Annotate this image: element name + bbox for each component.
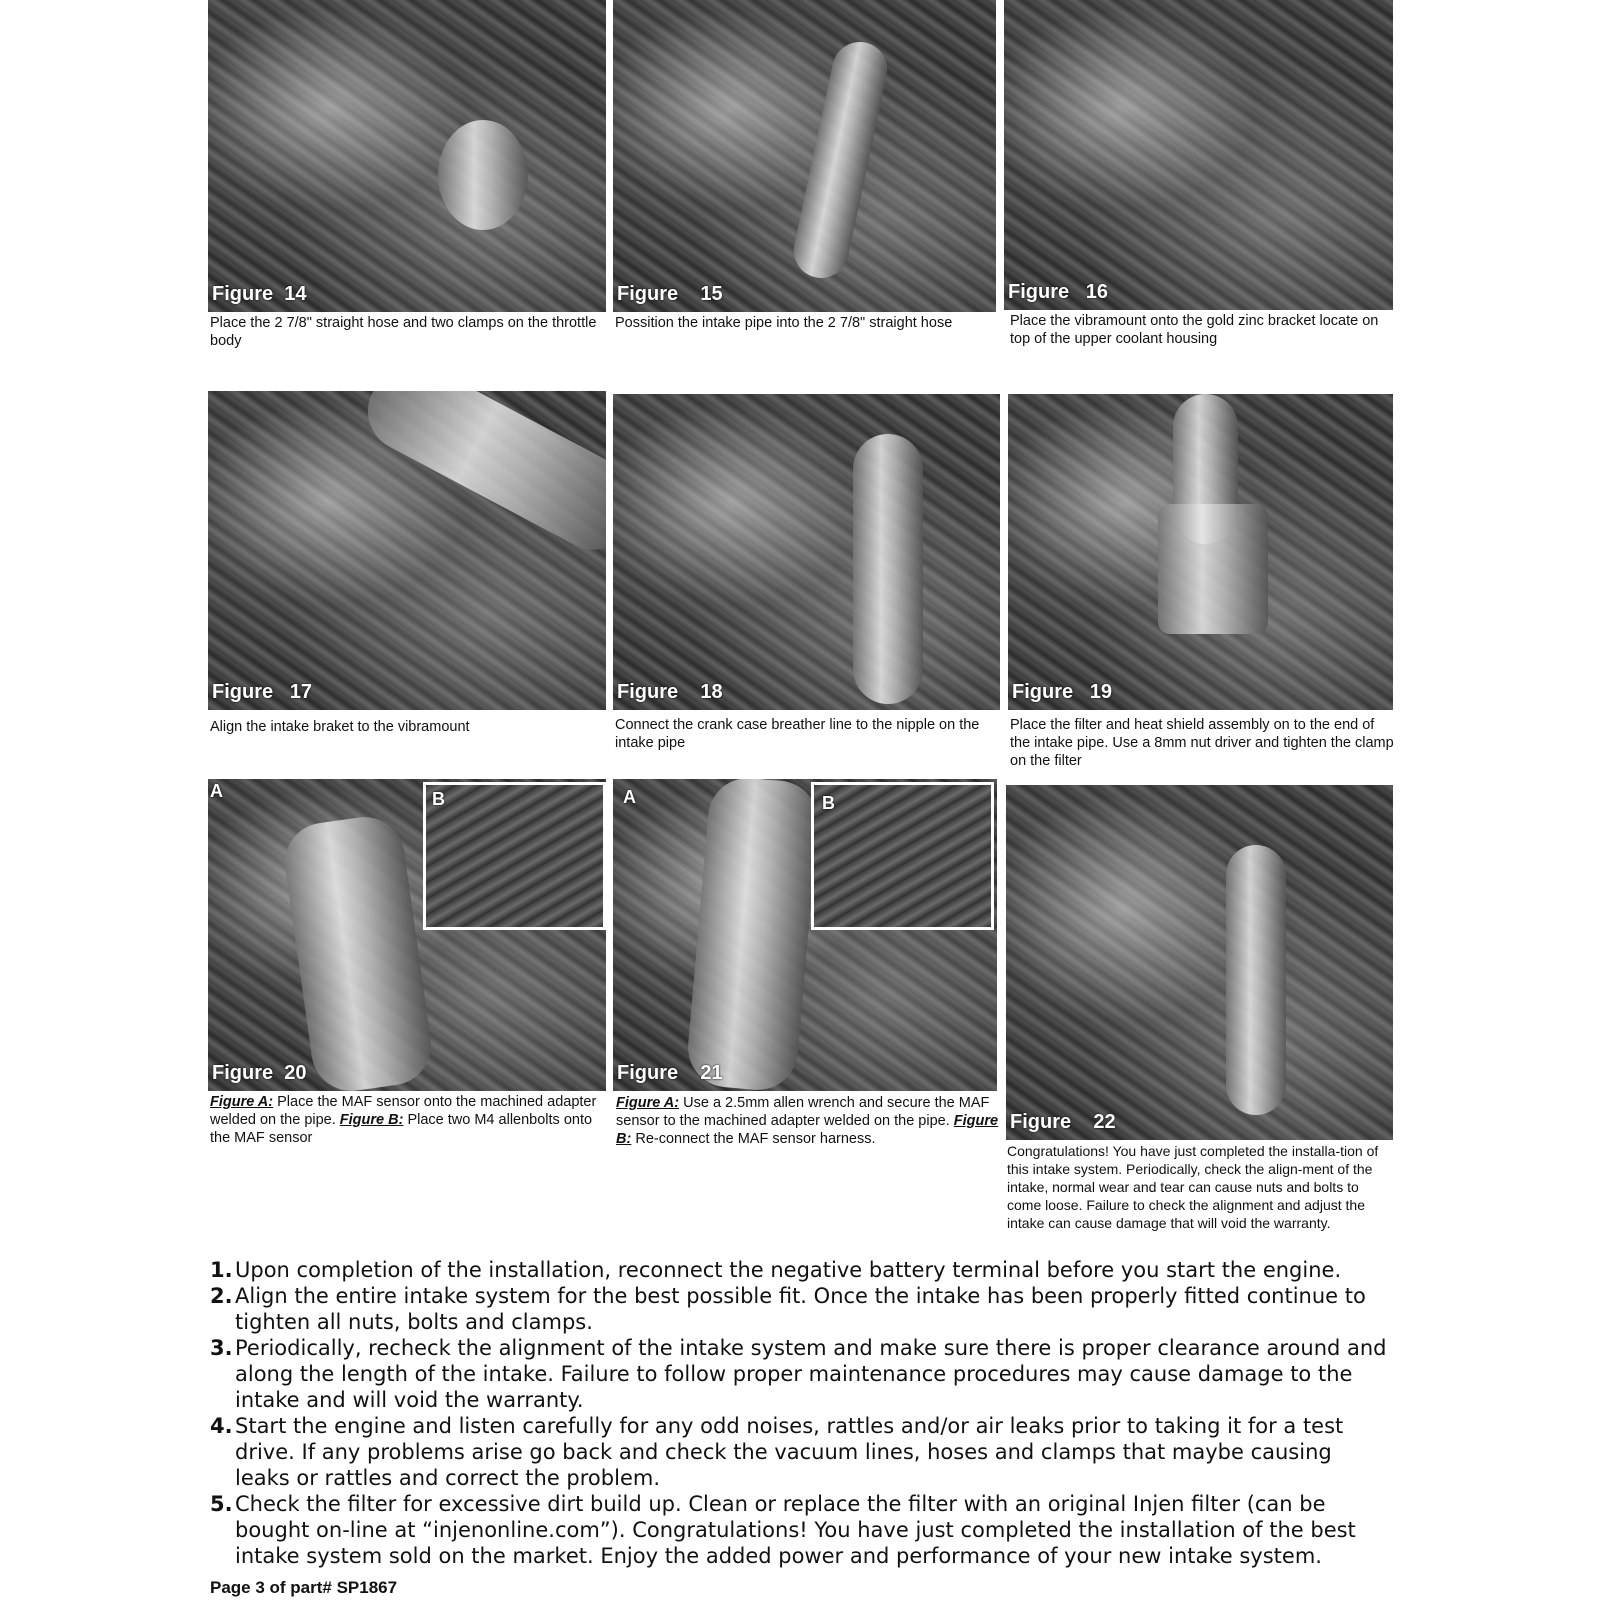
figure-21-photo	[613, 779, 997, 1091]
figure-22-photo	[1006, 785, 1393, 1140]
step-5-text: Check the filter for excessive dirt build up. Clean or replace the filter with an original Injen filter (can be bought on-line at “injenonline.com”). Congratulations! You have just completed the installation of the best intake system sold on the market. Enjoy the added power and performance of your new intake system.	[235, 1492, 1356, 1568]
figure-21-caption-a-label: Figure A:	[616, 1095, 680, 1111]
figure-19-photo	[1008, 394, 1393, 710]
figure-15-caption: Possition the intake pipe into the 2 7/8" straight hose	[615, 315, 953, 331]
figure-21-caption-b-text: Re-connect the MAF sensor harness.	[631, 1131, 876, 1147]
figure-20-photo	[208, 779, 606, 1091]
step-5-number: 5.	[210, 1492, 233, 1516]
figure-20-caption-a-label: Figure A:	[210, 1094, 274, 1110]
figure-16-caption: Place the vibramount onto the gold zinc bracket locate on top of the upper coolant housing	[1010, 313, 1379, 347]
figure-20-inset-b	[423, 782, 606, 930]
figure-15-photo	[613, 0, 996, 312]
figure-21-caption-b-label: Figure B:	[616, 1113, 999, 1147]
figure-14-photo	[208, 0, 606, 312]
figure-20-caption	[210, 1093, 605, 1147]
figure-21-caption-a-text: Use a 2.5mm allen wrench and secure the MAF sensor to the machined adapter welded on the pipe.	[616, 1095, 990, 1129]
instruction-step-2	[210, 1283, 1390, 1335]
instruction-step-5	[210, 1491, 1390, 1569]
figure-19-label: Figure 19	[1012, 681, 1113, 703]
figure-20-letter-a: A	[210, 781, 223, 801]
figure-19-caption: Place the filter and heat shield assembly on to the end of the intake pipe. Use a 8mm nut driver and tighten the clamp on the filter	[1010, 717, 1394, 769]
step-4-text: Start the engine and listen carefully for any odd noises, rattles and/or air leaks prior to taking it for a test drive. If any problems arise go back and check the vacuum lines, hoses and clamps that maybe causing leaks or rattles and correct the problem.	[235, 1414, 1344, 1490]
figure-22-label: Figure 22	[1010, 1111, 1116, 1133]
figure-21-inset-b	[811, 782, 994, 930]
figure-17-photo	[208, 391, 606, 710]
figure-20-caption-b-text: Place two M4 allenbolts onto the MAF sensor	[210, 1112, 593, 1146]
instruction-step-1	[210, 1257, 1390, 1283]
figure-18-photo	[613, 394, 1000, 710]
figure-21-label: Figure 21	[617, 1062, 723, 1084]
figure-21-letter-a: A	[623, 787, 636, 807]
figure-20-caption-a-text: Place the MAF sensor onto the machined adapter welded on the pipe.	[210, 1094, 597, 1128]
figure-15-label: Figure 15	[617, 283, 723, 305]
instruction-list	[210, 1257, 1390, 1569]
step-3-text: Periodically, recheck the alignment of the intake system and make sure there is proper clearance around and along the length of the intake. Failure to follow proper maintenance procedures may cause damage to the intake and will void the warranty.	[235, 1336, 1387, 1412]
figure-20-caption-b-label: Figure B:	[339, 1112, 404, 1128]
instruction-step-3	[210, 1335, 1390, 1413]
figure-18-caption: Connect the crank case breather line to the nipple on the intake pipe	[615, 717, 980, 751]
figure-18-label: Figure 18	[617, 681, 723, 703]
figure-14-caption: Place the 2 7/8" straight hose and two clamps on the throttle body	[210, 315, 597, 349]
figure-21-caption	[616, 1094, 1001, 1148]
page-footer: Page 3 of part# SP1867	[210, 1578, 398, 1597]
figure-16-label: Figure 16	[1008, 281, 1109, 303]
figure-22-caption: Congratulations! You have just completed the installa-tion of this intake system. Periodically, check the align-ment of the intake, normal wear and tear can cause nuts and bolts to come loose. Failure to check the alignment and adjust the intake can cause damage that will void the warranty.	[1007, 1143, 1379, 1231]
figure-21-letter-b: B	[822, 793, 835, 813]
step-3-number: 3.	[210, 1336, 233, 1360]
instruction-step-4	[210, 1413, 1390, 1491]
figure-20-label: Figure 20	[212, 1062, 307, 1084]
figure-14-label: Figure 14	[212, 283, 307, 305]
figure-17-caption: Align the intake braket to the vibramount	[210, 719, 470, 735]
figure-17-label: Figure 17	[212, 681, 313, 703]
step-1-text: Upon completion of the installation, reconnect the negative battery terminal before you start the engine.	[235, 1258, 1342, 1282]
step-2-text: Align the entire intake system for the best possible fit. Once the intake has been properly fitted continue to tighten all nuts, bolts and clamps.	[235, 1284, 1366, 1334]
step-1-number: 1.	[210, 1258, 233, 1282]
step-2-number: 2.	[210, 1284, 233, 1308]
step-4-number: 4.	[210, 1414, 233, 1438]
figure-16-photo	[1004, 0, 1393, 310]
figure-20-letter-b: B	[432, 789, 445, 809]
